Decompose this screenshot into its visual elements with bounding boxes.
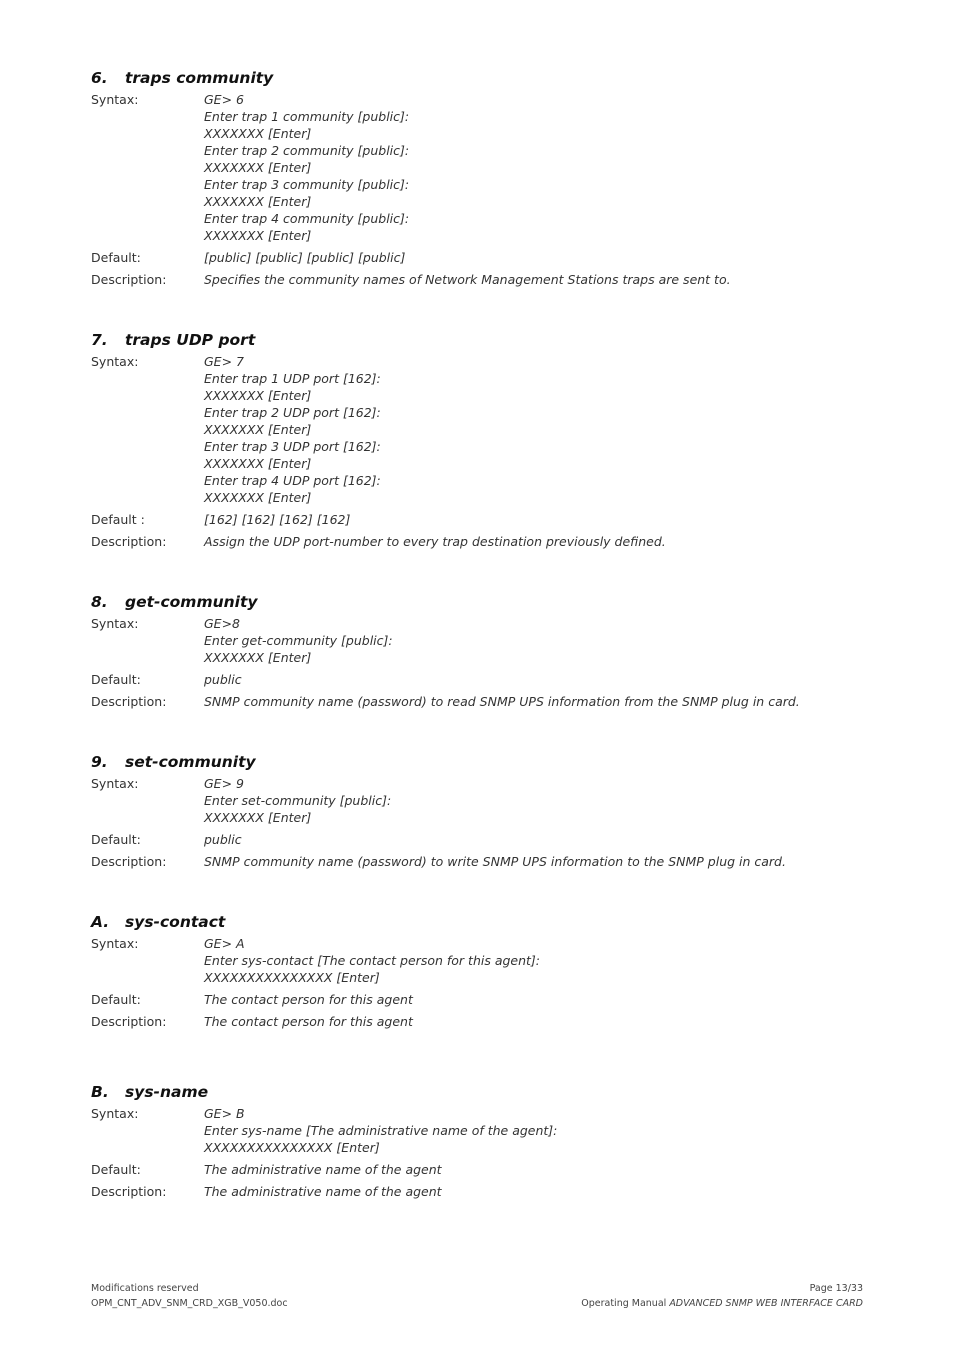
syntax-line: GE>8 <box>204 616 241 631</box>
syntax-line: Enter sys-contact [The contact person for this agent]: <box>204 953 541 968</box>
syntax-label: Syntax: <box>91 1106 139 1121</box>
description-row <box>91 1013 871 1030</box>
syntax-line: Enter trap 4 community [public]: <box>204 211 410 226</box>
syntax-label: Syntax: <box>91 354 139 369</box>
section-number: A. <box>91 913 110 931</box>
description-label: Description: <box>91 854 167 869</box>
description-value: The contact person for this agent <box>204 1014 413 1029</box>
description-label: Description: <box>91 694 167 709</box>
syntax-line: GE> 7 <box>204 354 244 369</box>
default-row <box>91 831 871 848</box>
syntax-value <box>204 775 391 826</box>
description-row <box>91 853 871 870</box>
syntax-line: Enter set-community [public]: <box>204 793 392 808</box>
section <box>91 1081 871 1200</box>
syntax-value <box>204 1105 557 1156</box>
syntax-row <box>91 91 871 244</box>
modifications-note: Modifications reserved <box>91 1283 199 1294</box>
syntax-line: Enter trap 2 community [public]: <box>204 143 410 158</box>
syntax-line: XXXXXXX [Enter] <box>204 810 312 825</box>
default-value: The administrative name of the agent <box>204 1162 442 1177</box>
syntax-label: Syntax: <box>91 92 139 107</box>
description-row <box>91 533 871 550</box>
syntax-line: XXXXXXX [Enter] <box>204 422 312 437</box>
syntax-line: GE> A <box>204 936 245 951</box>
section-heading <box>91 751 871 773</box>
syntax-value <box>204 935 540 986</box>
section-number: 7. <box>91 331 108 349</box>
default-row <box>91 671 871 688</box>
default-row <box>91 1161 871 1178</box>
syntax-line: XXXXXXX [Enter] <box>204 456 312 471</box>
syntax-line: Enter get-community [public]: <box>204 633 393 648</box>
syntax-line: Enter trap 1 community [public]: <box>204 109 410 124</box>
document-filename: OPM_CNT_ADV_SNM_CRD_XGB_V050.doc <box>91 1298 288 1309</box>
section-heading <box>91 67 871 89</box>
section-title: get-community <box>125 593 258 611</box>
section-title: traps community <box>125 69 274 87</box>
syntax-row <box>91 775 871 826</box>
section-title: sys-name <box>125 1083 209 1101</box>
syntax-line: Enter trap 4 UDP port [162]: <box>204 473 381 488</box>
syntax-row <box>91 1105 871 1156</box>
footer-right <box>581 1283 863 1309</box>
syntax-value <box>204 91 409 244</box>
section-number: 6. <box>91 69 108 87</box>
footer-left <box>91 1283 288 1309</box>
description-value: Specifies the community names of Network Management Stations traps are sent to. <box>204 272 731 287</box>
section <box>91 591 871 710</box>
section-title: sys-contact <box>125 913 226 931</box>
syntax-line: XXXXXXX [Enter] <box>204 126 312 141</box>
description-value: SNMP community name (password) to write SNMP UPS information to the SNMP plug in card. <box>204 854 786 869</box>
section-number: B. <box>91 1083 109 1101</box>
syntax-line: GE> B <box>204 1106 245 1121</box>
default-value: [162] [162] [162] [162] <box>204 512 351 527</box>
description-value: Assign the UDP port-number to every trap destination previously defined. <box>204 534 666 549</box>
syntax-line: XXXXXXX [Enter] <box>204 490 312 505</box>
manual-title-prefix: Operating Manual <box>581 1298 670 1309</box>
syntax-label: Syntax: <box>91 776 139 791</box>
syntax-line: XXXXXXX [Enter] <box>204 228 312 243</box>
section-heading <box>91 911 871 933</box>
syntax-line: XXXXXXXXXXXXXXX [Enter] <box>204 970 380 985</box>
description-row <box>91 693 871 710</box>
default-row <box>91 249 871 266</box>
description-value: The administrative name of the agent <box>204 1184 442 1199</box>
section-heading <box>91 591 871 613</box>
syntax-line: XXXXXXX [Enter] <box>204 160 312 175</box>
default-value: The contact person for this agent <box>204 992 413 1007</box>
syntax-value <box>204 615 393 666</box>
syntax-line: XXXXXXX [Enter] <box>204 388 312 403</box>
syntax-line: Enter trap 1 UDP port [162]: <box>204 371 381 386</box>
description-label: Description: <box>91 1184 167 1199</box>
syntax-line: GE> 9 <box>204 776 244 791</box>
description-label: Description: <box>91 534 167 549</box>
manual-title-product: ADVANCED SNMP WEB INTERFACE CARD <box>669 1298 863 1309</box>
syntax-row <box>91 935 871 986</box>
default-label: Default : <box>91 512 145 527</box>
description-value: SNMP community name (password) to read SNMP UPS information from the SNMP plug in card. <box>204 694 800 709</box>
syntax-value <box>204 353 381 506</box>
syntax-label: Syntax: <box>91 616 139 631</box>
syntax-line: XXXXXXXXXXXXXXX [Enter] <box>204 1140 380 1155</box>
syntax-label: Syntax: <box>91 936 139 951</box>
syntax-row <box>91 615 871 666</box>
section-title: set-community <box>125 753 256 771</box>
description-row <box>91 1183 871 1200</box>
section-number: 9. <box>91 753 108 771</box>
section <box>91 751 871 870</box>
description-label: Description: <box>91 1014 167 1029</box>
section <box>91 329 871 550</box>
description-row <box>91 271 871 288</box>
manual-title <box>581 1298 863 1309</box>
syntax-line: Enter sys-name [The administrative name of the agent]: <box>204 1123 558 1138</box>
default-value: public <box>204 672 242 687</box>
description-label: Description: <box>91 272 167 287</box>
default-label: Default: <box>91 250 141 265</box>
section-heading <box>91 1081 871 1103</box>
default-value: public <box>204 832 242 847</box>
default-row <box>91 991 871 1008</box>
syntax-line: Enter trap 3 UDP port [162]: <box>204 439 381 454</box>
syntax-row <box>91 353 871 506</box>
syntax-line: XXXXXXX [Enter] <box>204 194 312 209</box>
section-number: 8. <box>91 593 108 611</box>
syntax-line: Enter trap 2 UDP port [162]: <box>204 405 381 420</box>
section-title: traps UDP port <box>125 331 256 349</box>
default-label: Default: <box>91 832 141 847</box>
syntax-line: Enter trap 3 community [public]: <box>204 177 410 192</box>
page-number: Page 13/33 <box>809 1283 863 1294</box>
default-label: Default: <box>91 992 141 1007</box>
default-label: Default: <box>91 672 141 687</box>
syntax-line: XXXXXXX [Enter] <box>204 650 312 665</box>
default-value: [public] [public] [public] [public] <box>204 250 406 265</box>
syntax-line: GE> 6 <box>204 92 244 107</box>
default-row <box>91 511 871 528</box>
section-heading <box>91 329 871 351</box>
section <box>91 67 871 288</box>
default-label: Default: <box>91 1162 141 1177</box>
section <box>91 911 871 1030</box>
